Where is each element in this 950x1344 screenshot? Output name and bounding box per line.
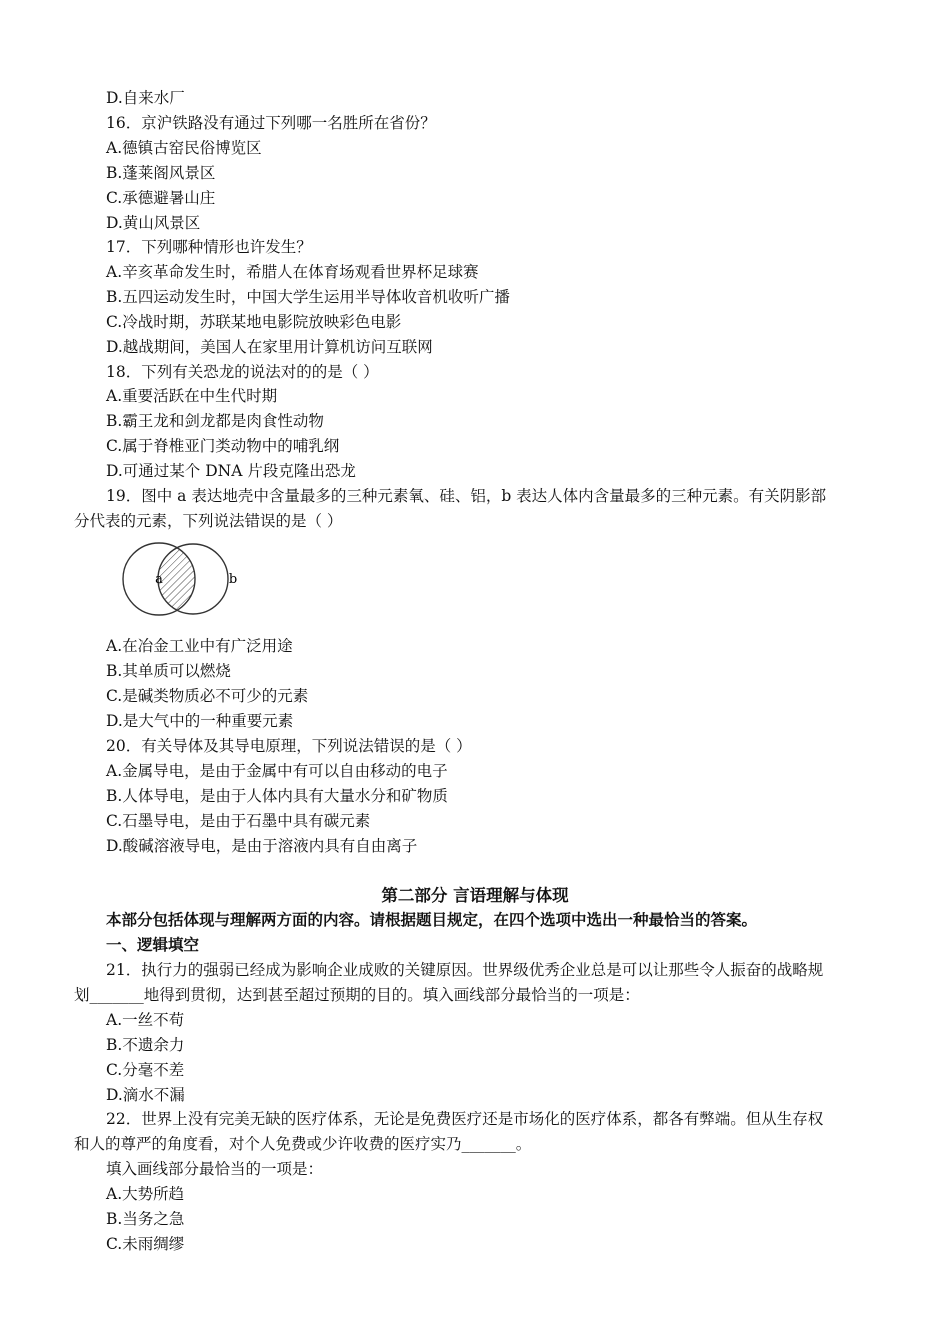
q19-stem-line2: 分代表的元素，下列说法错误的是（ ）: [74, 512, 343, 530]
q22-stem-line3: 填入画线部分最恰当的一项是：: [106, 1160, 324, 1178]
venn-diagram: [118, 533, 274, 627]
q16-option-c: C.承德避暑山庄: [106, 189, 216, 207]
part2-intro: 本部分包括体现与理解两方面的内容。请根据题目规定，在四个选项中选出一种最恰当的答案。: [106, 910, 758, 929]
q15-option-d: D.自来水厂: [106, 89, 185, 107]
q18-option-a: A.重要活跃在中生代时期: [106, 387, 278, 405]
venn-label-a: a: [155, 572, 163, 587]
q20-stem: 20．有关导体及其导电原理，下列说法错误的是（ ）: [106, 737, 472, 755]
part2-title: 第二部分 言语理解与体现: [381, 886, 569, 905]
q17-option-c: C.冷战时期，苏联某地电影院放映彩色电影: [106, 313, 402, 331]
q22-stem-line2: 和人的尊严的角度看，对个人免费或少许收费的医疗实乃_______。: [74, 1135, 532, 1153]
q22-option-a: A.大势所趋: [106, 1185, 185, 1203]
q20-option-d: D.酸碱溶液导电，是由于溶液内具有自由离子: [106, 837, 418, 855]
q21-option-d: D.滴水不漏: [106, 1086, 185, 1104]
q19-option-d: D.是大气中的一种重要元素: [106, 712, 294, 730]
q19-option-c: C.是碱类物质必不可少的元素: [106, 687, 309, 705]
section-heading: 一、逻辑填空: [106, 935, 200, 954]
q19-option-b: B.其单质可以燃烧: [106, 662, 231, 680]
q22-option-c: C.未雨绸缪: [106, 1235, 185, 1253]
q20-option-a: A.金属导电，是由于金属中有可以自由移动的电子: [106, 762, 448, 780]
q18-option-b: B.霸王龙和剑龙都是肉食性动物: [106, 412, 324, 430]
q20-option-c: C.石墨导电，是由于石墨中具有碳元素: [106, 812, 371, 830]
q16-option-d: D.黄山风景区: [106, 214, 201, 232]
q18-option-d: D.可通过某个 DNA 片段克隆出恐龙: [106, 462, 356, 480]
q17-stem: 17．下列哪种情形也许发生？: [106, 238, 312, 256]
venn-label-b: b: [228, 572, 238, 587]
q18-stem: 18．下列有关恐龙的说法对的的是（ ）: [106, 363, 379, 381]
q21-option-b: B.不遗余力: [106, 1036, 185, 1054]
q18-option-c: C.属于脊椎亚门类动物中的哺乳纲: [106, 437, 340, 455]
q16-option-a: A.德镇古窑民俗博览区: [106, 139, 262, 157]
q16-stem: 16．京沪铁路没有通过下列哪一名胜所在省份？: [106, 114, 436, 132]
q19-option-a: A.在冶金工业中有广泛用途: [106, 637, 293, 655]
q17-option-b: B.五四运动发生时，中国大学生运用半导体收音机收听广播: [106, 288, 510, 306]
q21-option-a: A.一丝不苟: [106, 1011, 185, 1029]
q17-option-d: D.越战期间，美国人在家里用计算机访问互联网: [106, 338, 433, 356]
q20-option-b: B.人体导电，是由于人体内具有大量水分和矿物质: [106, 787, 448, 805]
q16-option-b: B.蓬莱阁风景区: [106, 164, 216, 182]
q19-stem-line1: 19．图中 a 表达地壳中含量最多的三种元素氧、硅、铝，b 表达人体内含量最多的三种元素。有关阴影部: [106, 487, 827, 505]
q22-option-b: B.当务之急: [106, 1210, 185, 1228]
q21-stem-line2: 划_______地得到贯彻，达到甚至超过预期的目的。填入画线部分最恰当的一项是：: [74, 986, 640, 1004]
q21-option-c: C.分毫不差: [106, 1061, 185, 1079]
q22-stem-line1: 22．世界上没有完美无缺的医疗体系，无论是免费医疗还是市场化的医疗体系，都各有弊端。但从生存权: [106, 1110, 824, 1128]
q21-stem-line1: 21．执行力的强弱已经成为影响企业成败的关键原因。世界级优秀企业总是可以让那些令人振奋的战略规: [106, 961, 824, 979]
q17-option-a: A.辛亥革命发生时，希腊人在体育场观看世界杯足球赛: [106, 263, 479, 281]
